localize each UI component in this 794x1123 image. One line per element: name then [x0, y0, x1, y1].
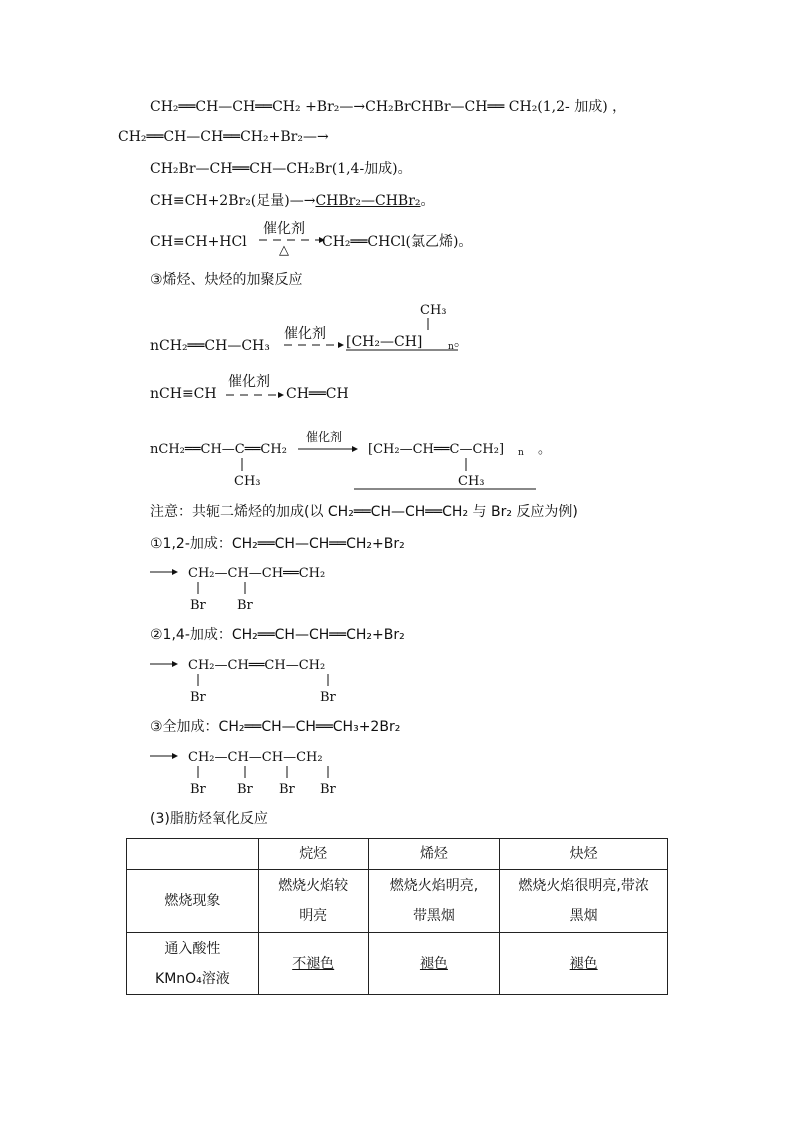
- poly3-scheme: [148, 425, 552, 495]
- note-1-4-product: [148, 652, 378, 704]
- table-row-label: 燃烧现象: [127, 870, 259, 933]
- eq-vinyl-chloride: CH₂══CHCl(氯乙烯)。: [322, 234, 473, 250]
- table-header-row: [127, 839, 668, 870]
- table-row: [127, 870, 668, 933]
- eq-period: 。: [420, 193, 435, 209]
- section-oxidation-title: (3)脂肪烃氧化反应: [150, 811, 268, 827]
- catalyst-label: 催化剂: [306, 430, 343, 444]
- poly3-methyl: CH₃: [234, 474, 261, 489]
- bromine-label: Br: [237, 598, 253, 613]
- bromine-label: Br: [320, 690, 336, 705]
- bromine-label: Br: [190, 598, 206, 613]
- eq-acetylene-reactants: CH≡CH+2Br₂(足量)—→: [150, 193, 316, 209]
- bromine-label: Br: [190, 782, 206, 797]
- note-1-4-title: ②1,4-加成：CH₂══CH—CH══CH₂+Br₂: [150, 627, 405, 643]
- section-polymerization-title: ③烯烃、炔烃的加聚反应: [150, 272, 303, 288]
- answer-text: 褪色: [569, 955, 598, 972]
- table-cell: [368, 870, 500, 933]
- heat-symbol: △: [279, 243, 289, 258]
- cell-line: 燃烧火焰很明亮,带浓: [518, 878, 649, 894]
- bromine-label: Br: [279, 782, 295, 797]
- table-row: [127, 933, 668, 995]
- note-full-product: [148, 744, 378, 796]
- cell-line: 黑烟: [569, 908, 598, 924]
- poly3-product: [CH₂—CH══C—CH₂]: [368, 442, 505, 457]
- poly-n: n: [518, 448, 524, 458]
- eq-acetylene-hcl-reactants: CH≡CH+HCl: [150, 234, 247, 250]
- poly1-scheme: [280, 300, 470, 356]
- table-header-cell: 烷烃: [258, 839, 368, 870]
- poly-n: n: [448, 342, 454, 352]
- table-header-cell: 烯烃: [368, 839, 500, 870]
- cell-line: 带黑烟: [412, 908, 455, 924]
- catalyst-label: 催化剂: [263, 221, 305, 237]
- table-cell: [258, 933, 368, 995]
- note-1-2-title: ①1,2-加成：CH₂══CH—CH══CH₂+Br₂: [150, 536, 405, 552]
- cell-line: 燃烧火焰明亮,: [389, 878, 479, 894]
- poly1-product: [CH₂—CH]: [346, 334, 423, 350]
- table-header-cell: [127, 839, 259, 870]
- table-cell: [500, 870, 668, 933]
- note-heading: 注意：共轭二烯烃的加成(以 CH₂══CH—CH══CH₂ 与 Br₂ 反应为例): [150, 504, 578, 520]
- table-row-label: [127, 933, 259, 995]
- catalyst-label: 催化剂: [284, 326, 326, 342]
- catalyst-label: 催化剂: [228, 374, 270, 390]
- cell-line: 明亮: [299, 908, 328, 924]
- bromine-label: Br: [320, 782, 336, 797]
- bromine-label: Br: [190, 690, 206, 705]
- table-cell: [258, 870, 368, 933]
- product-chain: CH₂—CH—CH—CH₂: [188, 750, 323, 765]
- eq-1-2-addition: CH₂══CH—CH══CH₂ +Br₂—→CH₂BrCHBr—CH══ CH₂(1,2- 加成) ，: [150, 99, 627, 115]
- table-header-cell: 炔烃: [500, 839, 668, 870]
- product-chain: CH₂—CH—CH══CH₂: [188, 566, 326, 581]
- answer-text: 不褪色: [292, 955, 335, 972]
- bromine-label: Br: [237, 782, 253, 797]
- product-chain: CH₂—CH══CH—CH₂: [188, 658, 326, 673]
- note-full-title: ③全加成：CH₂══CH—CH══CH₃+2Br₂: [150, 719, 401, 735]
- note-1-2-product: [148, 560, 378, 612]
- table-cell: [500, 933, 668, 995]
- eq-1-4-addition: CH₂Br—CH══CH—CH₂Br(1,4-加成)。: [150, 161, 412, 177]
- eq-acetylene-product: CHBr₂—CHBr₂: [315, 193, 421, 209]
- poly2-product: CH══CH: [286, 386, 349, 402]
- poly1-reactant: nCH₂══CH—CH₃: [150, 338, 270, 354]
- methyl-group: CH₃: [420, 303, 447, 318]
- poly3-product-methyl: CH₃: [458, 474, 485, 489]
- period: 。: [454, 334, 468, 350]
- cell-line: KMnO₄溶液: [155, 970, 230, 987]
- table-cell: [368, 933, 500, 995]
- poly3-reactant: nCH₂══CH—C══CH₂: [150, 442, 287, 457]
- period: 。: [538, 442, 552, 457]
- poly2-reactant: nCH≡CH: [150, 386, 217, 402]
- eq-acetylene-bromine: [150, 194, 435, 208]
- answer-text: 褪色: [419, 955, 448, 972]
- eq-diene-bromine: CH₂══CH—CH══CH₂+Br₂—→: [118, 129, 329, 145]
- oxidation-table: [126, 838, 668, 995]
- cell-line: 燃烧火焰较: [278, 878, 349, 894]
- cell-line: 通入酸性: [164, 940, 221, 957]
